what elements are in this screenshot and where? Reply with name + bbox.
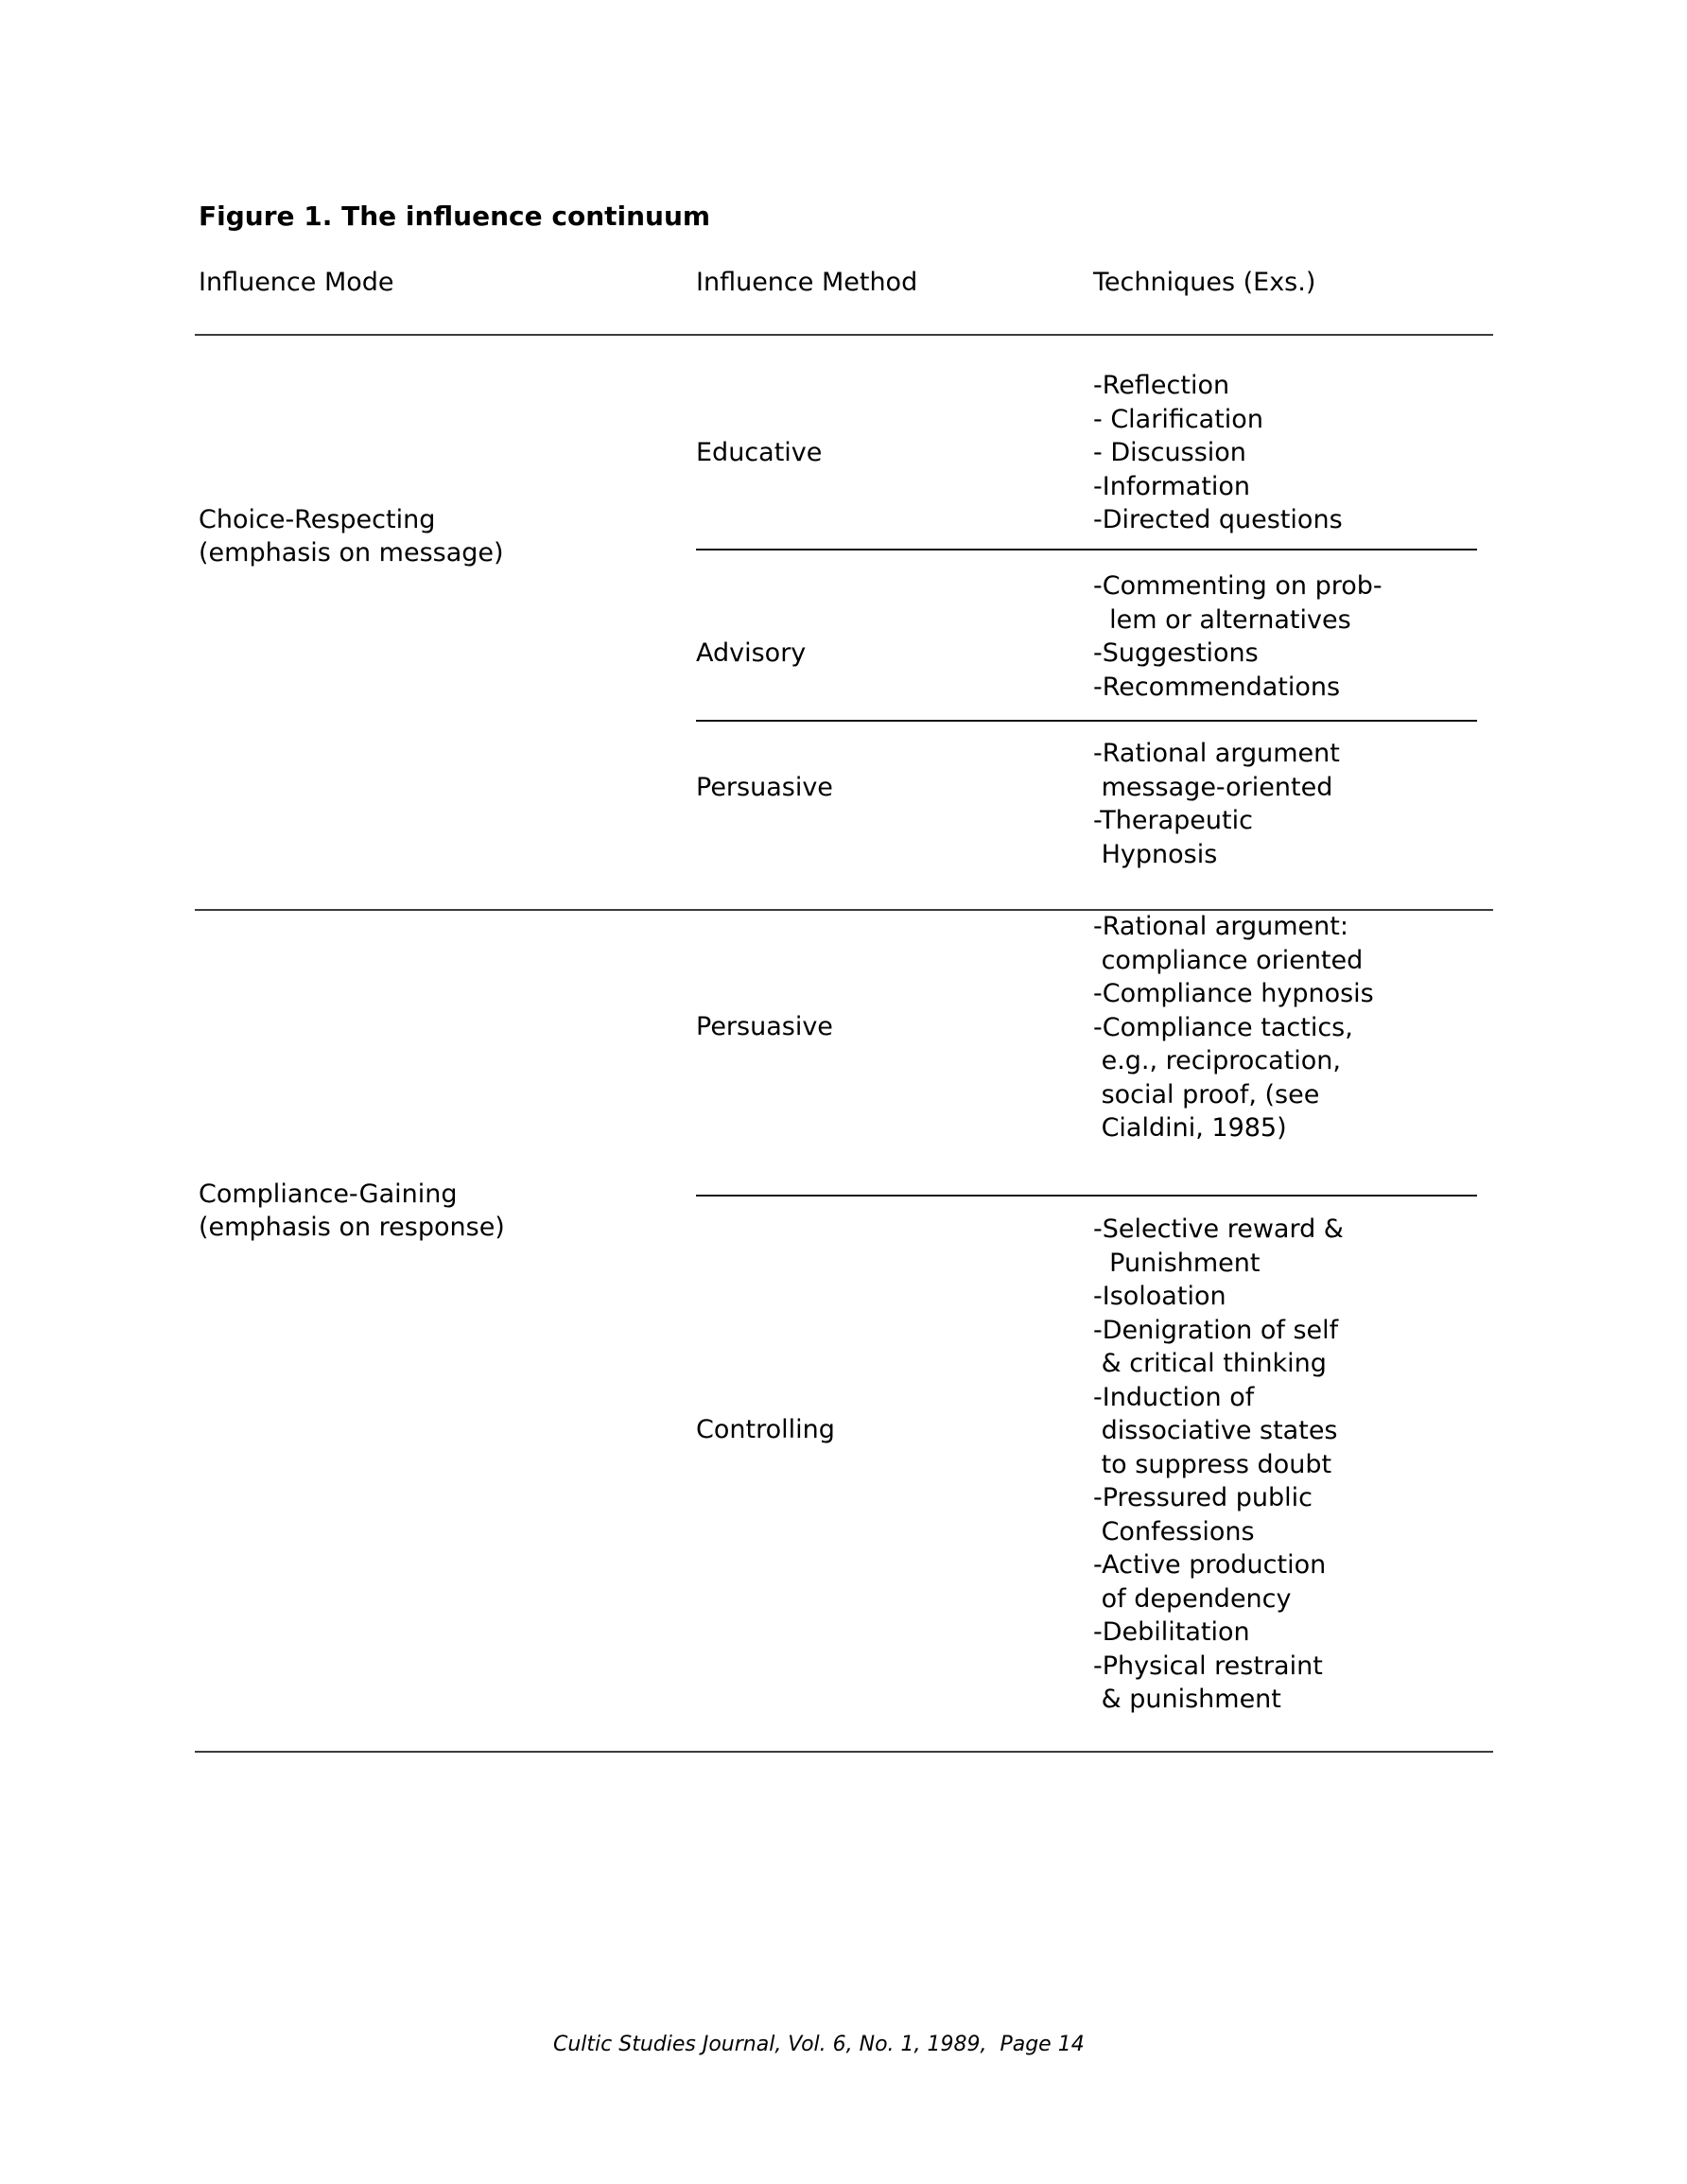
technique-item: - Clarification [1093, 404, 1263, 434]
technique-item: social proof, (see [1093, 1079, 1320, 1109]
technique-item: -Compliance tactics, [1093, 1012, 1353, 1042]
technique-item: & critical thinking [1093, 1349, 1327, 1378]
method-separator [696, 720, 1477, 722]
technique-item: -Reflection [1093, 371, 1230, 400]
header-techniques: Techniques (Exs.) [1093, 268, 1316, 297]
technique-item: -Therapeutic [1093, 806, 1253, 835]
technique-item: lem or alternatives [1093, 604, 1351, 635]
technique-item: -Rational argument [1093, 739, 1340, 768]
techniques-persuasive-message [1093, 737, 1340, 871]
method-persuasive: Persuasive [696, 773, 833, 802]
technique-item: -Denigration of self [1093, 1315, 1339, 1345]
technique-item: -Selective reward & [1093, 1214, 1344, 1244]
technique-item: e.g., reciprocation, [1093, 1046, 1341, 1075]
technique-item: -Directed questions [1093, 505, 1343, 534]
figure-title: Figure 1. The influence continuum [199, 201, 711, 232]
technique-item: dissociative states [1093, 1416, 1338, 1445]
header-influence-mode: Influence Mode [199, 268, 394, 297]
technique-item: message-oriented [1093, 772, 1333, 802]
technique-item: Hypnosis [1093, 839, 1218, 869]
method-advisory: Advisory [696, 638, 807, 668]
technique-item: & punishment [1093, 1685, 1281, 1714]
technique-item: -Compliance hypnosis [1093, 979, 1374, 1008]
technique-item: -Isoloation [1093, 1282, 1226, 1311]
technique-item: -Rational argument: [1093, 912, 1348, 941]
header-rule [195, 334, 1493, 336]
mode-compliance-gaining-note: (emphasis on response) [199, 1213, 505, 1242]
technique-item: -Suggestions [1093, 638, 1259, 668]
technique-item: -Active production [1093, 1550, 1327, 1580]
header-influence-method: Influence Method [696, 268, 918, 297]
technique-item: -Pressured public [1093, 1483, 1313, 1512]
technique-item: compliance oriented [1093, 945, 1364, 975]
technique-item: Cialdini, 1985) [1093, 1113, 1287, 1143]
technique-item: -Commenting on prob- [1093, 571, 1383, 601]
method-persuasive-compliance: Persuasive [696, 1012, 833, 1041]
technique-item: -Information [1093, 471, 1251, 501]
technique-item: of dependency [1093, 1583, 1292, 1614]
technique-item: -Physical restraint [1093, 1651, 1323, 1681]
footer-citation: Cultic Studies Journal, Vol. 6, No. 1, 1989, Page 14 [553, 2033, 1085, 2056]
technique-item: -Recommendations [1093, 672, 1341, 702]
technique-item: -Debilitation [1093, 1617, 1250, 1647]
mode-compliance-gaining: Compliance-Gaining [199, 1179, 458, 1209]
technique-item: - Discussion [1093, 438, 1246, 467]
technique-item: Punishment [1093, 1248, 1261, 1278]
mode-choice-respecting-note: (emphasis on message) [199, 538, 504, 568]
technique-item: to suppress doubt [1093, 1449, 1332, 1479]
techniques-persuasive-compliance [1093, 910, 1374, 1145]
techniques-controlling [1093, 1213, 1344, 1717]
technique-item: -Induction of [1093, 1382, 1255, 1412]
method-separator [696, 549, 1477, 550]
technique-item: Confessions [1093, 1516, 1255, 1546]
mode-choice-respecting: Choice-Respecting [199, 505, 436, 534]
method-separator [696, 1195, 1477, 1197]
method-controlling: Controlling [696, 1415, 835, 1444]
bottom-rule [195, 1751, 1493, 1753]
techniques-advisory [1093, 569, 1383, 704]
method-educative: Educative [696, 438, 823, 467]
techniques-educative [1093, 369, 1343, 537]
